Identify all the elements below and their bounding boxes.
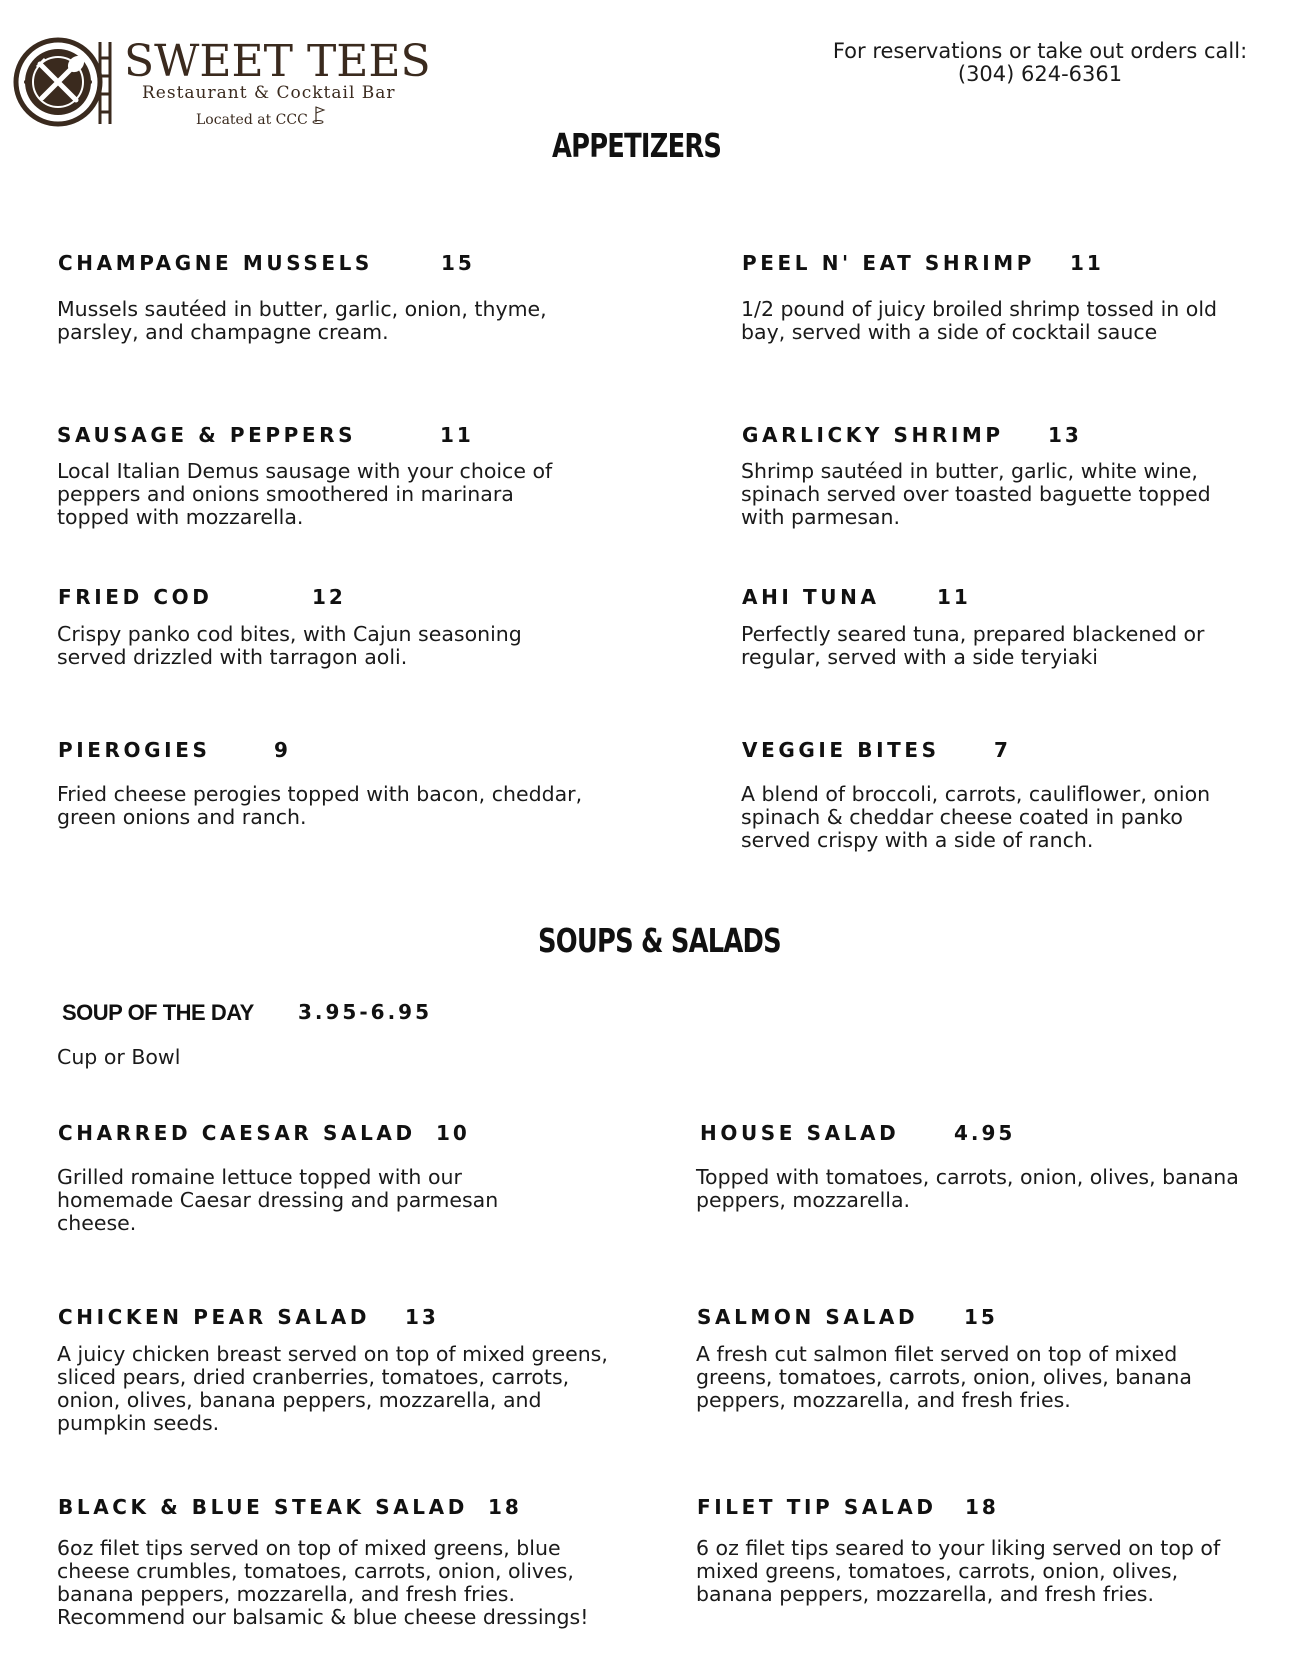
item-name: BLACK & BLUE STEAK SALAD [58, 1495, 468, 1519]
brand-location-text: Located at CCC [196, 112, 308, 128]
desc-line: sliced pears, dried cranberries, tomatoes, carrots, [57, 1365, 570, 1389]
desc-line: peppers and onions smoothered in marinara [57, 482, 514, 506]
desc-line: regular, served with a side teryiaki [741, 645, 1098, 669]
soup-name: SOUP OF THE DAY [62, 1000, 254, 1025]
desc-line: topped with mozzarella. [57, 505, 304, 529]
item-price: 13 [1048, 423, 1082, 447]
item-name: CHARRED CAESAR SALAD [58, 1121, 416, 1145]
item-price: 12 [312, 585, 346, 609]
item-description [57, 783, 582, 829]
item-name: FRIED COD [58, 585, 213, 609]
item-description [741, 298, 1217, 344]
desc-line: Shrimp sautéed in butter, garlic, white wine, [741, 459, 1198, 483]
desc-line: greens, tomatoes, carrots, onion, olives, banana [696, 1365, 1192, 1389]
item-description [696, 1537, 1220, 1606]
desc-line: 1/2 pound of juicy broiled shrimp tossed in old [741, 297, 1218, 321]
item-name: CHICKEN PEAR SALAD [58, 1305, 371, 1329]
item-price: 7 [994, 738, 1011, 762]
item-description [57, 298, 547, 344]
desc-line: spinach served over toasted baguette topped [741, 482, 1211, 506]
soups-salads-title: SOUPS & SALADS [538, 921, 781, 960]
item-price: 11 [440, 423, 474, 447]
desc-line: served crispy with a side of ranch. [741, 828, 1094, 852]
item-name: SAUSAGE & PEPPERS [57, 423, 357, 447]
item-name: GARLICKY SHRIMP [742, 423, 1004, 447]
desc-line: Recommend our balsamic & blue cheese dressings! [57, 1605, 589, 1629]
desc-line: Topped with tomatoes, carrots, onion, olives, banana [696, 1165, 1239, 1189]
desc-line: served drizzled with tarragon aoli. [57, 645, 408, 669]
contact-line: For reservations or take out orders call: [832, 39, 1248, 63]
desc-line: Mussels sautéed in butter, garlic, onion, thyme, [57, 297, 547, 321]
desc-line: A juicy chicken breast served on top of mixed greens, [57, 1342, 608, 1366]
item-description [57, 1343, 608, 1435]
item-price: 18 [965, 1495, 999, 1519]
desc-line: onion, olives, banana peppers, mozzarella, and [57, 1388, 542, 1412]
desc-line: cheese crumbles, tomatoes, carrots, onion, olives, [57, 1559, 574, 1583]
desc-line: spinach & cheddar cheese coated in panko [741, 805, 1183, 829]
desc-line: green onions and ranch. [57, 805, 307, 829]
desc-line: with parmesan. [741, 505, 900, 529]
desc-line: banana peppers, mozzarella, and fresh fries. [696, 1582, 1155, 1606]
item-price: 13 [405, 1305, 439, 1329]
item-description [741, 460, 1211, 529]
item-name: FILET TIP SALAD [697, 1495, 937, 1519]
item-description [57, 460, 552, 529]
item-price: 10 [436, 1121, 470, 1145]
item-description [696, 1343, 1192, 1412]
desc-line: banana peppers, mozzarella, and fresh fries. [57, 1582, 516, 1606]
item-name: PIEROGIES [58, 738, 211, 762]
desc-line: pumpkin seeds. [57, 1411, 220, 1435]
desc-line: cheese. [57, 1211, 137, 1235]
appetizers-title: APPETIZERS [552, 126, 722, 165]
desc-line: Local Italian Demus sausage with your choice of [57, 459, 553, 483]
item-price: 9 [274, 738, 291, 762]
item-description [696, 1166, 1239, 1212]
item-price: 11 [937, 585, 971, 609]
desc-line: peppers, mozzarella, and fresh fries. [696, 1388, 1071, 1412]
desc-line: peppers, mozzarella. [696, 1188, 911, 1212]
desc-line: bay, served with a side of cocktail sauce [741, 320, 1158, 344]
desc-line: parsley, and champagne cream. [57, 320, 389, 344]
desc-line: Perfectly seared tuna, prepared blackened or [741, 622, 1205, 646]
desc-line: Fried cheese perogies topped with bacon, cheddar, [57, 782, 583, 806]
item-description [57, 1166, 498, 1235]
desc-line: Crispy panko cod bites, with Cajun seasoning [57, 622, 522, 646]
utensils-plate-icon [12, 36, 118, 128]
item-description [57, 623, 522, 669]
brand-name: SWEET TEES [124, 36, 431, 87]
item-price: 4.95 [954, 1121, 1016, 1145]
brand-subtitle: Restaurant & Cocktail Bar [142, 83, 396, 103]
desc-line: A fresh cut salmon filet served on top of mixed [696, 1342, 1178, 1366]
soup-description: Cup or Bowl [57, 1045, 181, 1069]
item-price: 18 [488, 1495, 522, 1519]
item-price: 11 [1070, 251, 1104, 275]
soup-price: 3.95-6.95 [298, 1000, 432, 1024]
item-name: AHI TUNA [742, 585, 880, 609]
desc-line: 6 oz filet tips seared to your liking served on top of [696, 1536, 1221, 1560]
item-name: HOUSE SALAD [700, 1121, 900, 1145]
item-name: CHAMPAGNE MUSSELS [58, 251, 373, 275]
contact-phone: (304) 624-6361 [957, 62, 1123, 86]
desc-line: mixed greens, tomatoes, carrots, onion, olives, [696, 1559, 1179, 1583]
item-name: VEGGIE BITES [742, 738, 940, 762]
desc-line: Grilled romaine lettuce topped with our [57, 1165, 462, 1189]
item-name: SALMON SALAD [697, 1305, 919, 1329]
desc-line: A blend of broccoli, carrots, cauliflower, onion [741, 782, 1211, 806]
item-description [741, 783, 1210, 852]
item-price: 15 [964, 1305, 998, 1329]
logo-emblem [12, 36, 118, 128]
item-name: PEEL N' EAT SHRIMP [742, 251, 1036, 275]
desc-line: homemade Caesar dressing and parmesan [57, 1188, 499, 1212]
brand-location [196, 106, 326, 128]
item-description [57, 1537, 588, 1629]
golf-flag-icon [312, 112, 326, 128]
contact-info [820, 40, 1260, 86]
item-price: 15 [441, 251, 475, 275]
desc-line: 6oz filet tips served on top of mixed greens, blue [57, 1536, 561, 1560]
item-description [741, 623, 1204, 669]
